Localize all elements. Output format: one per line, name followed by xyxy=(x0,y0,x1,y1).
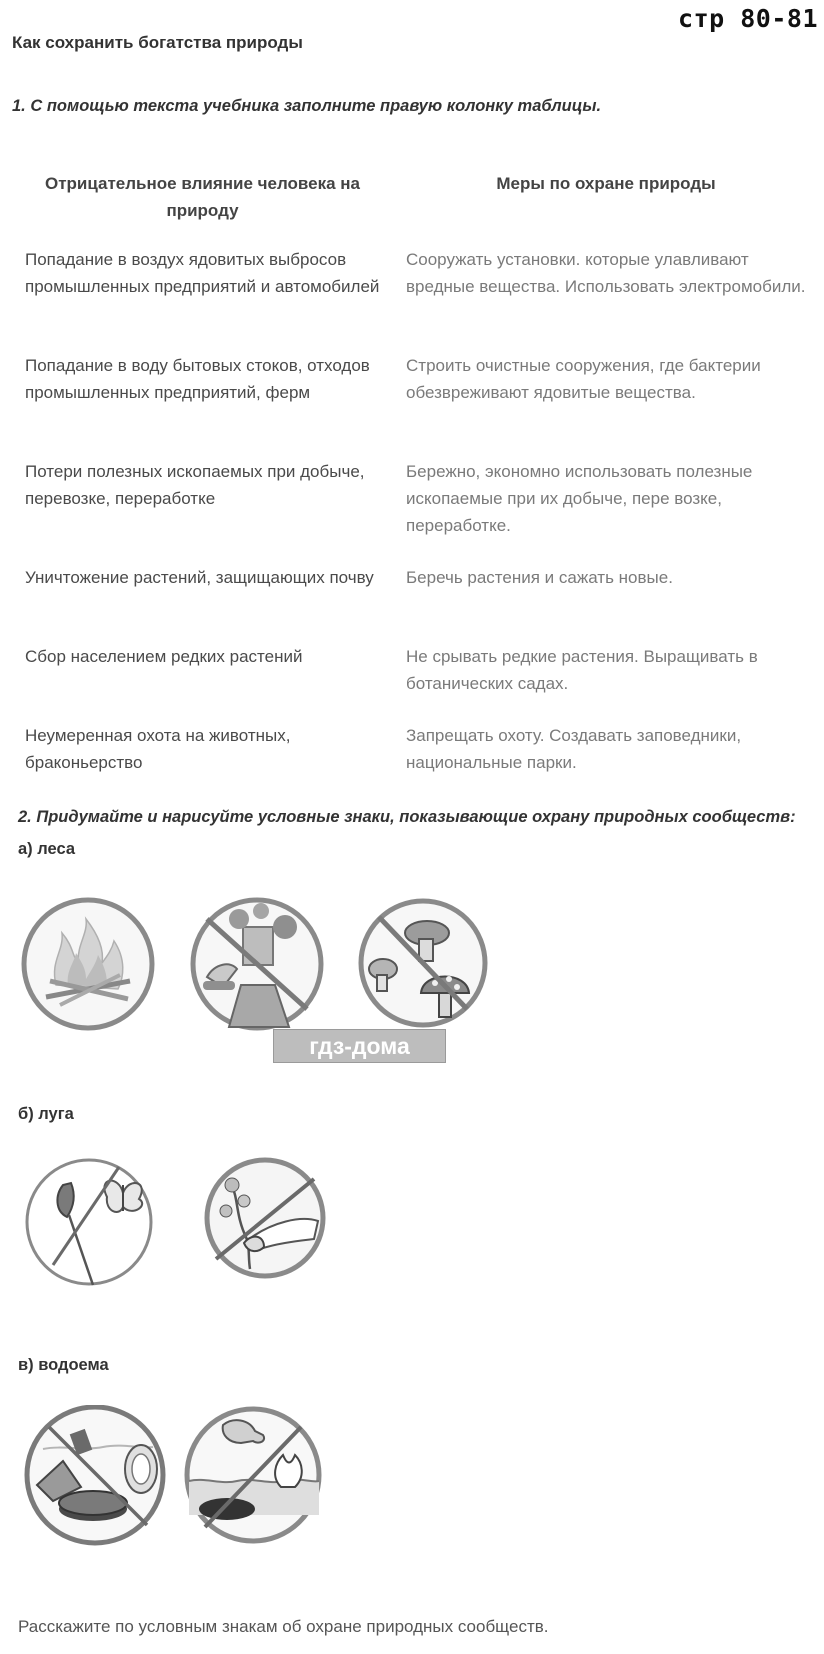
section-forest-label: а) леса xyxy=(18,840,76,858)
no-mushroom-picking-sign-icon xyxy=(357,897,489,1029)
section-water-label: в) водоема xyxy=(18,1356,109,1374)
table-cell-impact: Попадание в воду бытовых стоков, отходов промышленных предприятий, ферм xyxy=(25,356,370,402)
no-campfire-sign-icon xyxy=(16,897,160,1031)
page-reference: стр 80-81 xyxy=(678,4,818,33)
no-butterfly-catching-sign-icon xyxy=(23,1155,155,1289)
table-header-impact: Отрицательное влияние человека на природу xyxy=(44,174,361,220)
no-littering-in-water-sign-icon xyxy=(23,1405,167,1546)
table-cell-measure: Сооружать установки. которые улавливают вредные вещества. Использовать электромобили. xyxy=(406,250,806,296)
section-meadow-label: б) луга xyxy=(18,1105,74,1123)
table-cell-measure: Не срывать редкие растения. Выращивать в ботанических садах. xyxy=(406,647,758,693)
task-2-heading: 2. Придумайте и нарисуйте условные знаки, показывающие охрану природных сообществ: xyxy=(18,808,796,826)
no-water-lily-picking-sign-icon xyxy=(183,1405,324,1546)
no-tree-cutting-sign-icon xyxy=(189,897,326,1031)
table-cell-impact: Потери полезных ископаемых при добыче, перевозке, переработке xyxy=(25,462,365,508)
page-title: Как сохранить богатства природы xyxy=(12,33,303,52)
table-cell-impact: Неумеренная охота на животных, браконьерство xyxy=(25,726,291,772)
table-header-measures: Меры по охране природы xyxy=(496,174,716,193)
no-flower-picking-sign-icon xyxy=(202,1157,328,1279)
table-cell-impact: Попадание в воздух ядовитых выбросов промышленных предприятий и автомобилей xyxy=(25,250,380,296)
table-cell-measure: Бережно, экономно использовать полезные ископаемые при их добыче, пере возке, переработке. xyxy=(406,462,753,535)
task-1-heading: 1. С помощью текста учебника заполните правую колонку таблицы. xyxy=(12,97,602,115)
table-cell-measure: Строить очистные сооружения, где бактерии обезвреживают ядовитые вещества. xyxy=(406,356,761,402)
table-cell-measure: Беречь растения и сажать новые. xyxy=(406,568,673,587)
table-cell-impact: Сбор населением редких растений xyxy=(25,647,303,666)
watermark-badge: гдз-дома xyxy=(273,1029,446,1063)
table-cell-impact: Уничтожение растений, защищающих почву xyxy=(25,568,374,587)
table-cell-measure: Запрещать охоту. Создавать заповедники, национальные парки. xyxy=(406,726,742,772)
closing-instruction: Расскажите по условным знакам об охране природных сообществ. xyxy=(18,1617,549,1636)
